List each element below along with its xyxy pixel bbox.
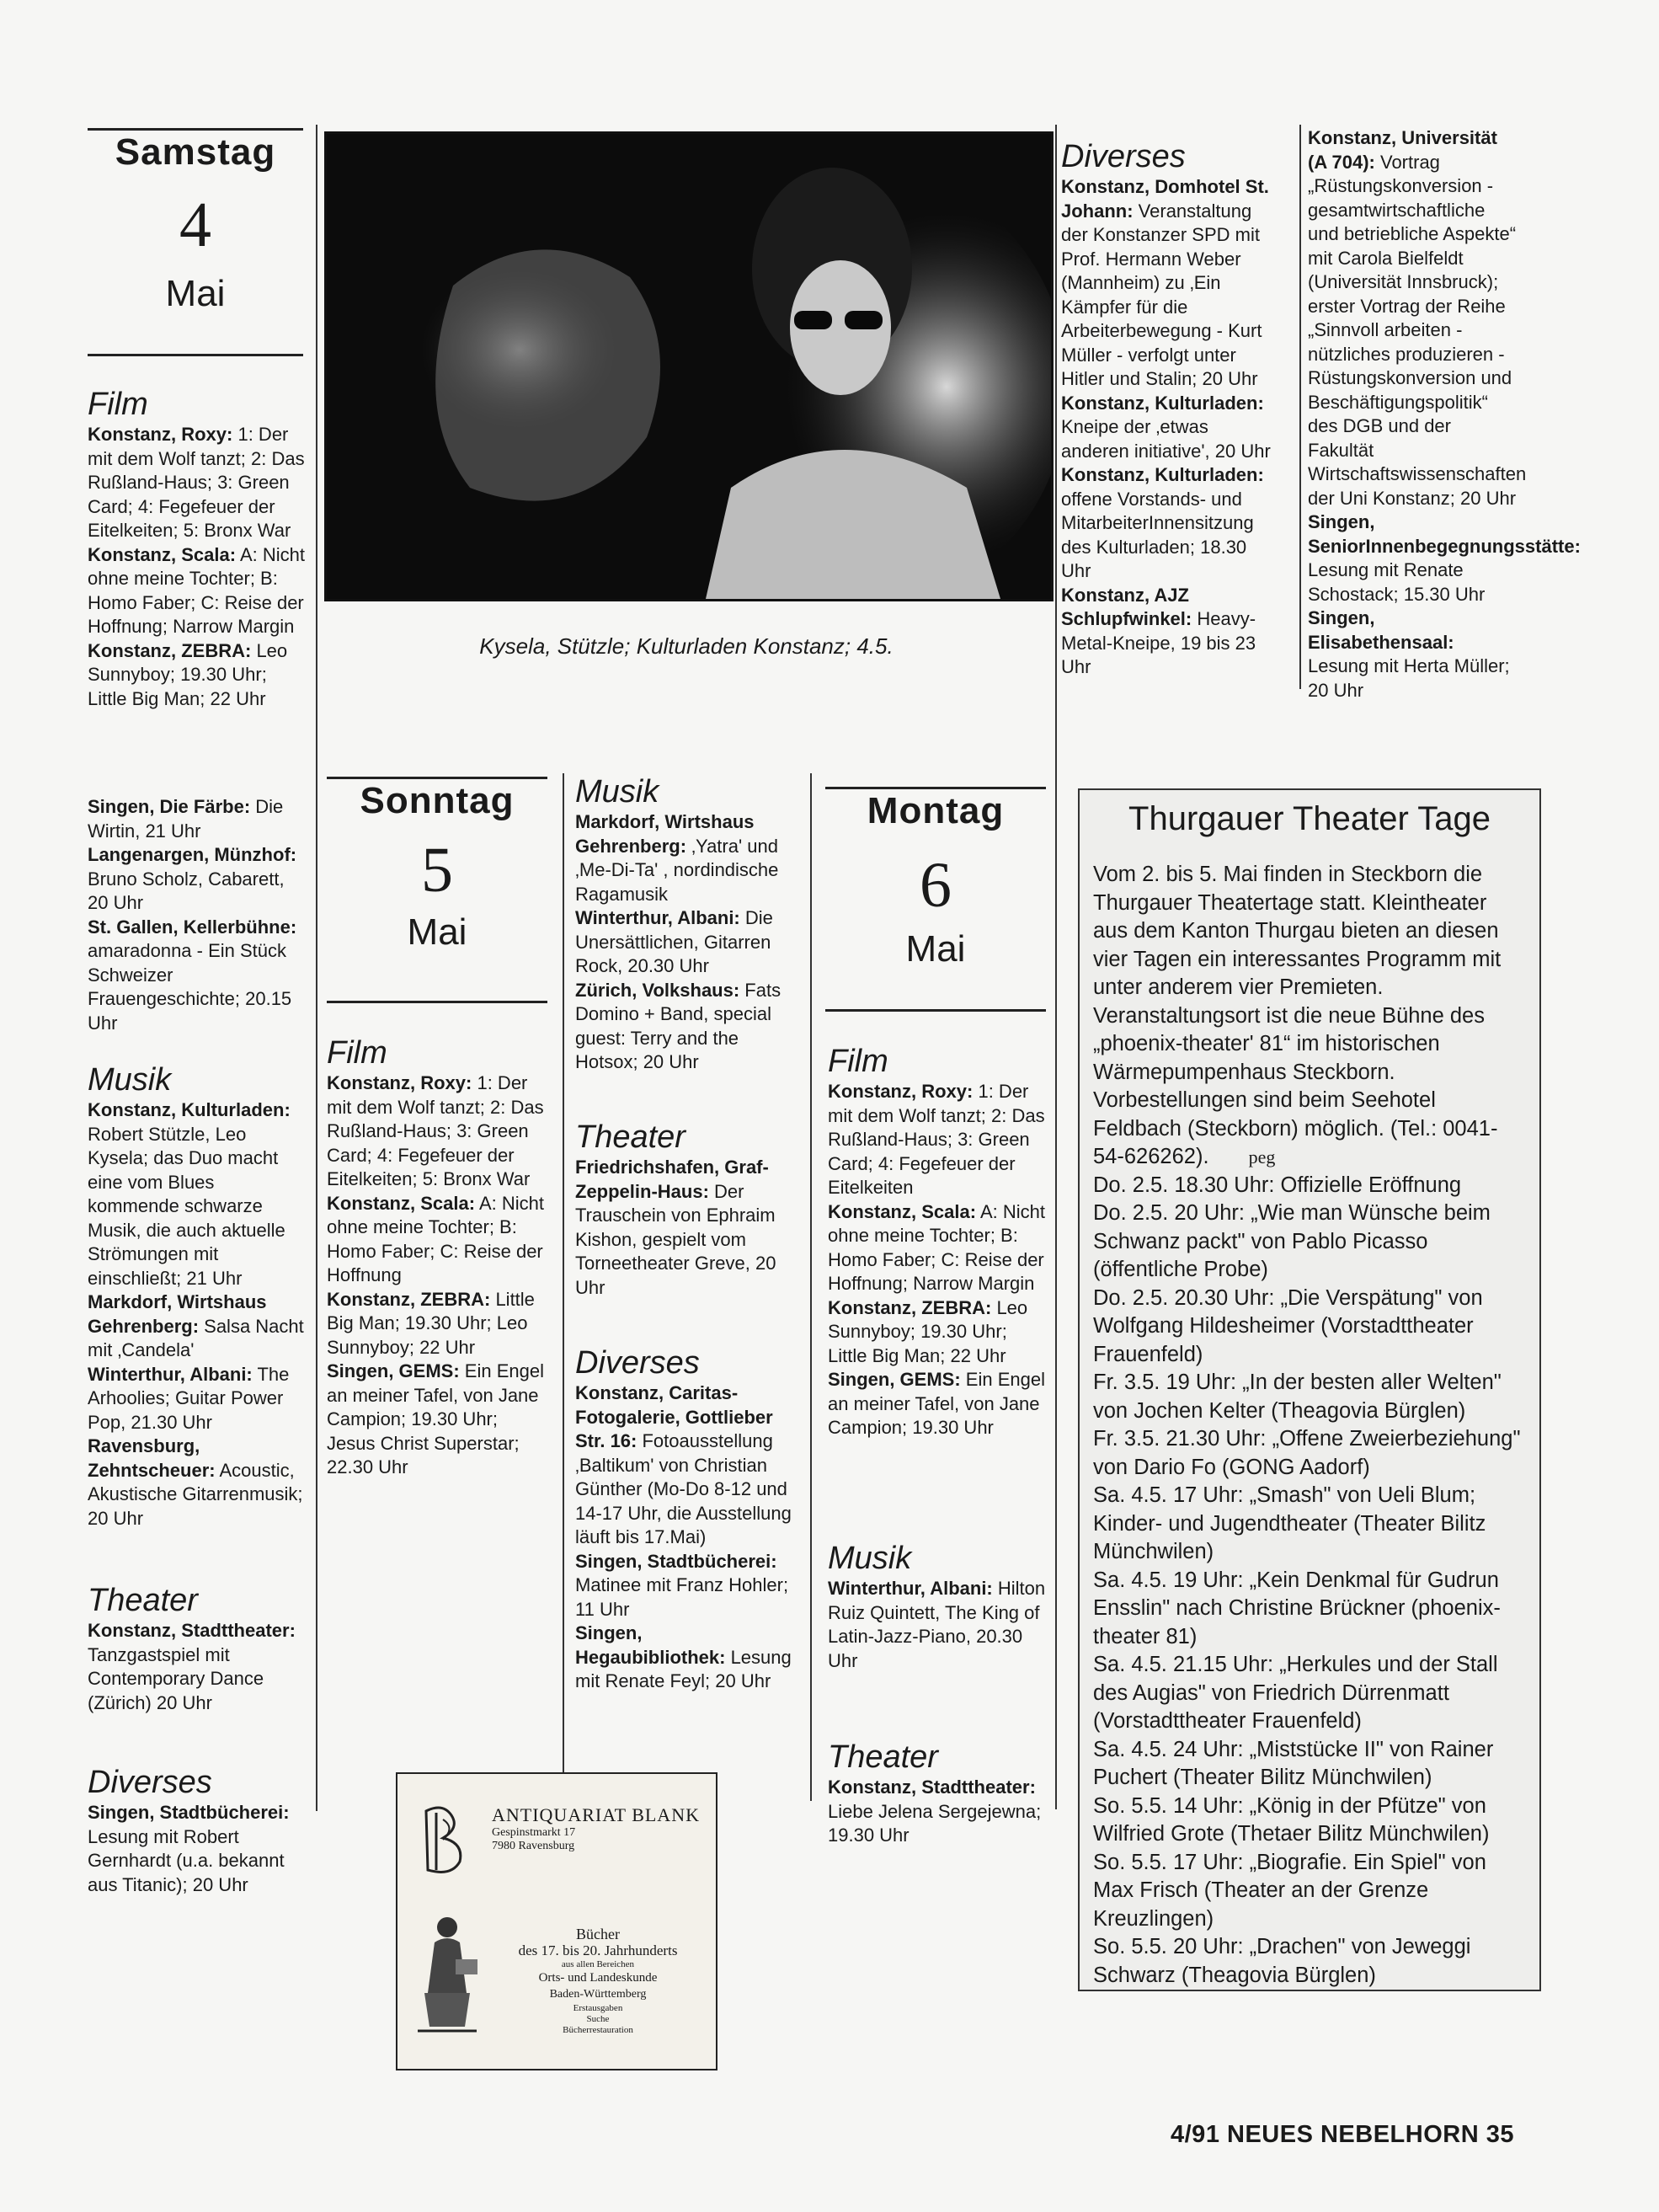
ad-line: aus allen Bereichen [561,1959,635,1969]
listing: Konstanz, Scala: A: Nicht ohne meine Tochter; B: Homo Faber; C: Reise der Hoffnung; Narrow Margin [828,1200,1045,1294]
listing: Konstanz, Scala: A: Nicht ohne meine Tochter; B: Homo Faber; C: Reise der Hoffnung; Narrow Margin [88,543,305,637]
listing: Winterthur, Albani: Die Unersättlichen, Gitarren Rock, 20.30 Uhr [575,907,773,976]
section-heading: Musik [575,774,659,809]
monogram-logo [418,1803,477,1878]
listing: Konstanz, ZEBRA: Leo Sunnyboy; 19.30 Uhr; Little Big Man; 22 Uhr [88,639,288,709]
section-heading: Diverses [1061,139,1186,174]
listing: Konstanz, Roxy: 1: Der mit dem Wolf tanzt; 2: Das Rußland-Haus; 3: Green Card; 4: Fegefeuer der Eitelkeiten [828,1081,1045,1198]
listing: Konstanz, Caritas-Fotogalerie, Gottlieber Str. 16: Fotoausstellung ‚Baltikum' von Christian Günther (Mo-Do 8-12 und 14-17 Uhr, die Ausstellung läuft bis 17.Mai) [575,1382,792,1547]
thurgau-box [1078,788,1541,1991]
listing: Langenargen, Münzhof: Bruno Scholz, Cabarett, 20 Uhr [88,844,297,913]
day-name: Samstag [115,131,276,173]
sat-diverses-section [88,1766,305,1897]
section-heading: Diverses [88,1765,212,1800]
ad-address: Gespinstmarkt 17 [492,1826,576,1839]
column-divider [1299,125,1301,689]
sun-diverses-section [575,1346,796,1694]
listing: Singen, GEMS: Ein Engel an meiner Tafel, von Jane Campion; 19.30 Uhr [828,1369,1045,1438]
section-heading: Theater [828,1739,938,1775]
listing: Singen, SeniorInnenbegegnungsstätte: Lesung mit Renate Schostack; 15.30 Uhr [1308,511,1581,605]
schedule-item: Sa. 4.5. 21.15 Uhr: „Herkules und der Stall des Augias" von Friedrich Dürrenmatt (Vorstadttheater Frauenfeld) [1093,1653,1498,1733]
day-header-saturday [88,128,303,315]
mon-film-section [828,1045,1048,1440]
column-divider [810,773,812,1801]
schedule-item: Do. 2.5. 20.30 Uhr: „Die Verspätung" von Wolfgang Hildesheimer (Vorstadttheater Frauenfeld) [1093,1285,1483,1366]
sun-theater-section [575,1120,796,1300]
section-heading: Musik [828,1541,912,1576]
box-title: Thurgauer Theater Tage [1128,800,1491,837]
mon-musik-section [828,1541,1048,1673]
listing: Singen, Elisabethensaal: Lesung mit Herta Müller; 20 Uhr [1308,607,1510,701]
listing: Konstanz, ZEBRA: Little Big Man; 19.30 Uhr; Leo Sunnyboy; 22 Uhr [327,1288,535,1358]
schedule-item: Sa. 4.5. 19 Uhr: „Kein Denkmal für Gudrun Ensslin" nach Christine Brückner (phoenix-theater 81) [1093,1568,1501,1648]
listing: Friedrichshafen, Graf-Zeppelin-Haus: Der Trauschein von Ephraim Kishon, gespielt vom Torneetheater Greve, 20 Uhr [575,1157,776,1298]
sat-film-section [88,387,305,711]
ad-line: Baden-Württemberg [549,1988,647,2001]
column-divider [316,125,317,1811]
sat-diverses-top-section [1061,140,1272,680]
section-heading: Musik [88,1062,172,1098]
page-number: 35 [1486,2121,1514,2148]
schedule-item: So. 5.5. 14 Uhr: „König in der Pfütze" von Wilfried Grote (Thetaer Bilitz Münchwilen) [1093,1793,1490,1846]
sun-musik-section [575,775,796,1075]
listing: Markdorf, Wirtshaus Gehrenberg: Salsa Nacht mit ‚Candela' [88,1291,304,1360]
day-name: Montag [867,790,1005,831]
schedule-item: So. 5.5. 20 Uhr: „Drachen" von Jeweggi Schwarz (Theagovia Bürglen) [1093,1935,1471,1987]
listing: Markdorf, Wirtshaus Gehrenberg: ‚Yatra' und ‚Me-Di-Ta' , nordindische Ragamusik [575,811,779,905]
listing: Konstanz, Domhotel St. Johann: Veranstaltung der Konstanzer SPD mit Prof. Hermann Weber (Mannheim) zu ‚Ein Kämpfer für die Arbeiterbewegung - Kurt Müller - verfolgt unter Hitler und Stalin; 20 Uhr [1061,176,1269,389]
ad-city: 7980 Ravensburg [492,1840,575,1852]
section-heading: Diverses [575,1345,700,1381]
page-footer [1171,2121,1514,2149]
sat-misc-section [88,795,305,1035]
column-divider [1055,125,1057,1809]
listing: Konstanz, Kulturladen: Kneipe der ‚etwas anderen initiative', 20 Uhr [1061,392,1271,462]
listing: Konstanz, Stadttheater: Tanzgastspiel mit Contemporary Dance (Zürich) 20 Uhr [88,1620,296,1713]
listing: Konstanz, Roxy: 1: Der mit dem Wolf tanzt; 2: Das Rußland-Haus; 3: Green Card; 4: Fegefeuer der Eitelkeiten; 5: Bronx War [327,1072,544,1189]
listing: Winterthur, Albani: Hilton Ruiz Quintett, The King of Latin-Jazz-Piano, 20.30 Uhr [828,1578,1046,1671]
listing: Konstanz, Kulturladen: Robert Stützle, Leo Kysela; das Duo macht eine vom Blues kommende schwarze Musik, die auch aktuelle Strömungen mit einschließt; 21 Uhr [88,1099,291,1289]
box-body [1080,861,1539,1990]
column-divider [563,773,564,1784]
listing: Ravensburg, Zehntscheuer: Acoustic, Akustische Gitarrenmusik; 20 Uhr [88,1435,303,1529]
listing: Singen, GEMS: Ein Engel an meiner Tafel, von Jane Campion; 19.30 Uhr; Jesus Christ Superstar; 22.30 Uhr [327,1360,544,1477]
listing: Konstanz, Universität (A 704): Vortrag „Rüstungskonversion - gesamtwirtschaftliche und betriebliche Aspekte“ mit Carola Bielfeldt (Universität Innsbruck); erster Vortrag der Reihe „Sinnvoll arbeiten - nützliches produzieren - Rüstungskonversion und Beschäftigungspolitik“ des DGB und der Fakultät Wirtschaftswissenschaften der Uni Konstanz; 20 Uhr [1308,127,1527,509]
ad-line: Bücherrestauration [563,2025,633,2035]
sat-theater-section [88,1584,305,1715]
schedule-item: Sa. 4.5. 17 Uhr: „Smash" von Ueli Blum; Kinder- und Jugendtheater (Theater Bilitz Münchwilen) [1093,1483,1486,1563]
schedule-item: So. 5.5. 17 Uhr: „Biografie. Ein Spiel" von Max Frisch (Theater an der Grenze Kreuzlingen) [1093,1850,1486,1931]
listing: Singen, Stadtbücherei: Lesung mit Robert Gernhardt (u.a. bekannt aus Titanic); 20 Uhr [88,1802,290,1895]
ad-line: des 17. bis 20. Jahrhunderts [518,1942,678,1958]
schedule-item: Sa. 4.5. 24 Uhr: „Miststücke II" von Rainer Puchert (Theater Bilitz Münchwilen) [1093,1737,1494,1789]
reader-illustration [409,1909,485,2035]
listing: Konstanz, Roxy: 1: Der mit dem Wolf tanzt; 2: Das Rußland-Haus; 3: Green Card; 4: Fegefeuer der Eitelkeiten; 5: Bronx War [88,424,305,541]
day-name: Sonntag [360,780,515,821]
day-number: 4 [179,190,211,260]
box-intro: Vom 2. bis 5. Mai finden in Steckborn die Thurgauer Theatertage statt. Kleintheater aus dem Kanton Thurgau bieten an diesen vier Tagen ein interessantes Programm mit unter anderem vier Premieten. Veranstaltungsort ist die neue Bühne des „phoenix-theater' 81“ im historischen Wärmepumpenhaus Steckborn. Vorbestellungen sind beim Seehotel Feldbach (Steckborn) möglich. (Tel.: 0041-54-626262). peg [1093,863,1502,1168]
listing: Winterthur, Albani: The Arhoolies; Guitar Power Pop, 21.30 Uhr [88,1363,290,1433]
section-heading: Theater [575,1119,685,1155]
listing: Zürich, Volkshaus: Fats Domino + Band, special guest: Terry and the Hotsox; 20 Uhr [575,979,781,1072]
listing: Singen, Die Färbe: Die Wirtin, 21 Uhr [88,796,284,842]
section-heading: Theater [88,1583,198,1618]
section-heading: Film [327,1035,387,1071]
day-month: Mai [407,911,467,953]
photo-image [327,134,1051,599]
author-signature: peg [1248,1146,1276,1167]
day-month: Mai [165,273,226,314]
ad-line: Orts- und Landeskunde [538,1971,658,1985]
day-number: 6 [920,850,952,921]
day-header-sunday [327,777,547,954]
ad-line: Erstausgaben [573,2003,623,2013]
sat-musik-section [88,1063,305,1531]
schedule-item: Fr. 3.5. 21.30 Uhr: „Offene Zweierbeziehung" von Dario Fo (GONG Aadorf) [1093,1427,1521,1479]
magazine-name: NEUES NEBELHORN [1227,2121,1480,2148]
listing: Konstanz, AJZ Schlupfwinkel: Heavy-Metal-Kneipe, 19 bis 23 Uhr [1061,584,1256,677]
listing: Singen, Stadtbücherei: Matinee mit Franz Hohler; 11 Uhr [575,1550,789,1620]
listing: Konstanz, Stadttheater: Liebe Jelena Sergejewna; 19.30 Uhr [828,1777,1042,1846]
ad-line: Bücher [576,1926,620,1942]
listing: Singen, Hegaubibliothek: Lesung mit Renate Feyl; 20 Uhr [575,1622,792,1691]
day-number: 5 [421,835,453,906]
section-heading: Film [828,1044,888,1079]
ad-shop-name: ANTIQUARIAT BLANK [492,1804,700,1825]
sun-film-section [327,1036,547,1480]
sat-top-right-section [1308,126,1581,703]
photo-kysela-stuetzle [324,131,1054,601]
listing: Konstanz, Kulturladen: offene Vorstands- und MitarbeiterInnensitzung des Kulturladen; 18.30 Uhr [1061,464,1264,581]
listing: Konstanz, ZEBRA: Leo Sunnyboy; 19.30 Uhr; Little Big Man; 22 Uhr [828,1296,1028,1366]
ad-line: Suche [586,2014,610,2024]
schedule-item: Do. 2.5. 20 Uhr: „Wie man Wünsche beim Schwanz packt" von Pablo Picasso (öffentliche Probe) [1093,1201,1491,1281]
schedule-item: Do. 2.5. 18.30 Uhr: Offizielle Eröffnung [1093,1173,1462,1197]
day-header-monday [825,787,1046,970]
listing: St. Gallen, Kellerbühne: amaradonna - Ein Stück Schweizer Frauengeschichte; 20.15 Uhr [88,916,297,1034]
section-heading: Film [88,387,148,422]
antiquariat-ad [396,1772,717,2070]
photo-caption: Kysela, Stützle; Kulturladen Konstanz; 4.5. [479,633,894,659]
issue-number: 4/91 [1171,2121,1220,2148]
day-month: Mai [905,928,966,970]
mon-theater-section [828,1740,1048,1848]
schedule-item: Fr. 3.5. 19 Uhr: „In der besten aller Welten" von Jochen Kelter (Theagovia Bürglen) [1093,1370,1502,1423]
listing: Konstanz, Scala: A: Nicht ohne meine Tochter; B: Homo Faber; C: Reise der Hoffnung [327,1192,544,1285]
